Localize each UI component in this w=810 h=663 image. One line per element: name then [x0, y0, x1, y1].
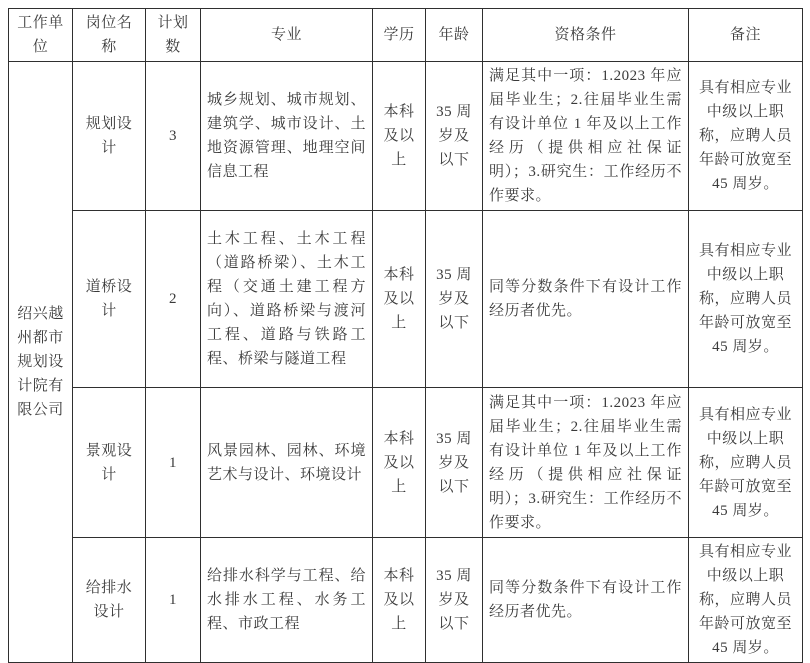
- count-cell: 3: [146, 62, 201, 211]
- count-cell: 2: [146, 211, 201, 388]
- qualification-cell: 满足其中一项：1.2023 年应届毕业生；2.往届毕业生需有设计单位 1 年及以上工作经历（提供相应社保证明）；3.研究生：工作经历不作要求。: [483, 62, 689, 211]
- header-remark: 备注: [689, 9, 803, 62]
- company-cell: 绍兴越州都市规划设计院有限公司: [9, 62, 73, 663]
- position-cell: 给排水设计: [73, 538, 146, 663]
- count-cell: 1: [146, 388, 201, 538]
- position-cell: 景观设计: [73, 388, 146, 538]
- remark-cell: 具有相应专业中级以上职称，应聘人员年龄可放宽至 45 周岁。: [689, 211, 803, 388]
- major-cell: 城乡规划、城市规划、建筑学、城市设计、土地资源管理、地理空间信息工程: [201, 62, 373, 211]
- education-cell: 本科及以上: [373, 62, 426, 211]
- header-education: 学历: [373, 9, 426, 62]
- age-cell: 35 周岁及以下: [426, 62, 483, 211]
- header-work-unit: 工作单位: [9, 9, 73, 62]
- remark-cell: 具有相应专业中级以上职称，应聘人员年龄可放宽至 45 周岁。: [689, 62, 803, 211]
- table-row: [9, 211, 803, 388]
- position-cell: 规划设计: [73, 62, 146, 211]
- qualification-cell: 同等分数条件下有设计工作经历者优先。: [483, 538, 689, 663]
- age-cell: 35 周岁及以下: [426, 388, 483, 538]
- recruitment-table-container: [8, 8, 803, 663]
- education-cell: 本科及以上: [373, 388, 426, 538]
- table-row: [9, 538, 803, 663]
- remark-cell: 具有相应专业中级以上职称，应聘人员年龄可放宽至 45 周岁。: [689, 388, 803, 538]
- major-cell: 风景园林、园林、环境艺术与设计、环境设计: [201, 388, 373, 538]
- qualification-cell: 满足其中一项：1.2023 年应届毕业生；2.往届毕业生需有设计单位 1 年及以上工作经历（提供相应社保证明）；3.研究生：工作经历不作要求。: [483, 388, 689, 538]
- qualification-cell: 同等分数条件下有设计工作经历者优先。: [483, 211, 689, 388]
- table-row: [9, 62, 803, 211]
- header-row: [9, 9, 803, 62]
- header-position: 岗位名称: [73, 9, 146, 62]
- education-cell: 本科及以上: [373, 538, 426, 663]
- age-cell: 35 周岁及以下: [426, 211, 483, 388]
- position-cell: 道桥设计: [73, 211, 146, 388]
- header-major: 专业: [201, 9, 373, 62]
- count-cell: 1: [146, 538, 201, 663]
- remark-cell: 具有相应专业中级以上职称，应聘人员年龄可放宽至 45 周岁。: [689, 538, 803, 663]
- table-row: [9, 388, 803, 538]
- header-age: 年龄: [426, 9, 483, 62]
- header-qualification: 资格条件: [483, 9, 689, 62]
- age-cell: 35 周岁及以下: [426, 538, 483, 663]
- major-cell: 土木工程、土木工程（道路桥梁）、土木工程（交通土建工程方向）、道路桥梁与渡河工程、道路与铁路工程、桥梁与隧道工程: [201, 211, 373, 388]
- education-cell: 本科及以上: [373, 211, 426, 388]
- major-cell: 给排水科学与工程、给水排水工程、水务工程、市政工程: [201, 538, 373, 663]
- header-count: 计划数: [146, 9, 201, 62]
- recruitment-table: [8, 8, 803, 663]
